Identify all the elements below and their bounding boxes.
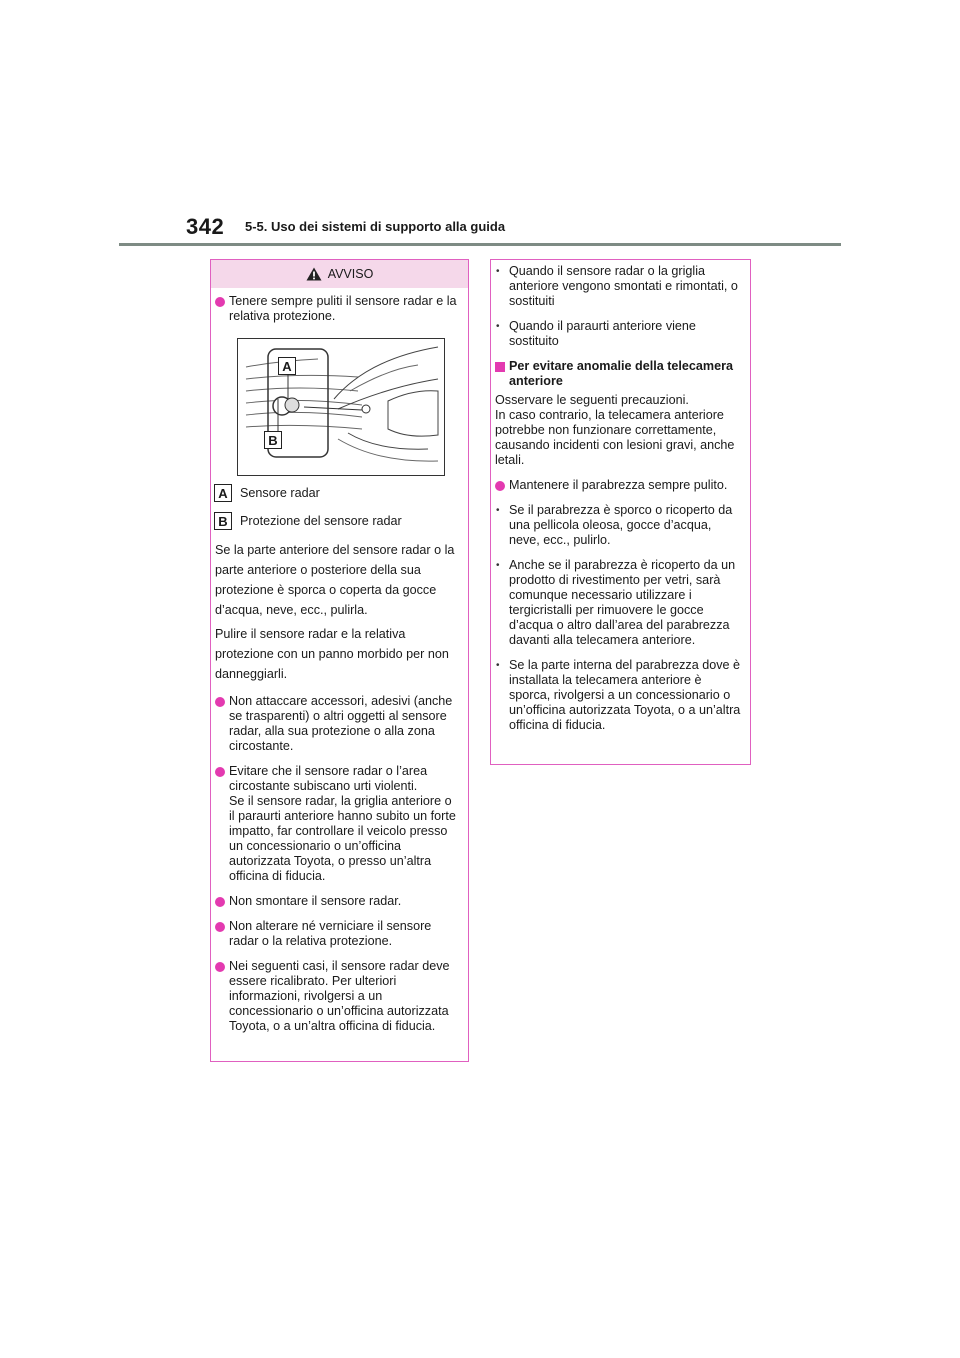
list-item-coating: • Anche se il parabrezza è ricoperto da un prodotto di rivestimento per vetri, sarà comunque necessario utilizzare i tergicristalli per rimuovere le gocce d’acqua o altro dall’area del parabrezza davanti alla telecamera anteriore. <box>491 558 742 648</box>
radar-sensor-illustration <box>237 338 445 476</box>
camera-paragraph: Osservare le seguenti precauzioni. In caso contrario, la telecamera anteriore potrebbe non funzionare correttamente, causando incidenti con lesioni gravi, anche letali. <box>495 393 735 467</box>
legend-tag-a: A <box>214 484 232 502</box>
list-item-dirty-windshield: • Se il parabrezza è sporco o ricoperto da una pellicola oleosa, gocce d’acqua, neve, ecc., pulirlo. <box>491 503 742 548</box>
warning-title: AVVISO <box>327 266 374 281</box>
list-item-bumper: • Quando il paraurti anteriore viene sostituito <box>491 319 742 349</box>
warning-header <box>211 260 468 288</box>
warning-bullet-recalibrate: Nei seguenti casi, il sensore radar deve essere ricalibrato. Per ulteriori informazioni, rivolgersi a un concessionario o un’officina autorizzata Toyota, o a un’altra officina di fiducia. <box>211 959 460 1034</box>
paragraph-clean-cloth: Pulire il sensore radar e la relativa protezione con un panno morbido per non danneggiarli. <box>215 627 449 681</box>
header-rule <box>119 243 841 246</box>
figure-label-b: B <box>264 431 282 449</box>
camera-bullet-windshield: Mantenere il parabrezza sempre pulito. <box>491 478 742 493</box>
warning-bullet-accessories: Non attaccare accessori, adesivi (anche se trasparenti) o altri oggetti al sensore radar, alla sua protezione o alla zona circostante. <box>211 694 460 754</box>
legend-item-a <box>214 484 460 502</box>
list-item-grille: • Quando il sensore radar o la griglia anteriore vengono smontati e rimontati, o sostituiti <box>491 264 742 309</box>
legend-text-b: Protezione del sensore radar <box>240 513 402 528</box>
camera-heading: Per evitare anomalie della telecamera anteriore <box>491 359 742 389</box>
warning-box-continued <box>490 259 751 765</box>
warning-triangle-icon <box>306 267 322 281</box>
figure-label-a: A <box>278 357 296 375</box>
warning-bullet-paint: Non alterare né verniciare il sensore radar o la relativa protezione. <box>211 919 460 949</box>
list-item-interior: • Se la parte interna del parabrezza dove è installata la telecamera anteriore è sporca, rivolgersi a un concessionario o un’officina autorizzata Toyota, o a un’altra officina di fiducia. <box>491 658 742 733</box>
warning-bullet-clean: Tenere sempre puliti il sensore radar e la relativa protezione. <box>211 294 460 324</box>
section-title: 5-5. Uso dei sistemi di supporto alla guida <box>245 219 506 234</box>
legend-item-b <box>214 512 460 530</box>
warning-bullet-impacts: Evitare che il sensore radar o l’area circostante subiscano urti violenti. Se il sensore radar, la griglia anteriore o il paraurti anteriore hanno subito un forte impatto, far controllare il veicolo presso un concessionario o un’officina autorizzata Toyota, o presso un’altra officina di fiducia. <box>211 764 460 884</box>
warning-bullet-disassemble: Non smontare il sensore radar. <box>211 894 460 909</box>
car-front-drawing <box>238 339 444 475</box>
legend-text-a: Sensore radar <box>240 485 320 500</box>
legend-tag-b: B <box>214 512 232 530</box>
warning-box <box>210 259 469 1062</box>
paragraph-clean-dirty: Se la parte anteriore del sensore radar o la parte anteriore o posteriore della sua protezione è sporca o coperta da gocce d’acqua, neve, ecc., pulirla. <box>215 543 455 617</box>
page-number: 342 <box>186 214 225 239</box>
